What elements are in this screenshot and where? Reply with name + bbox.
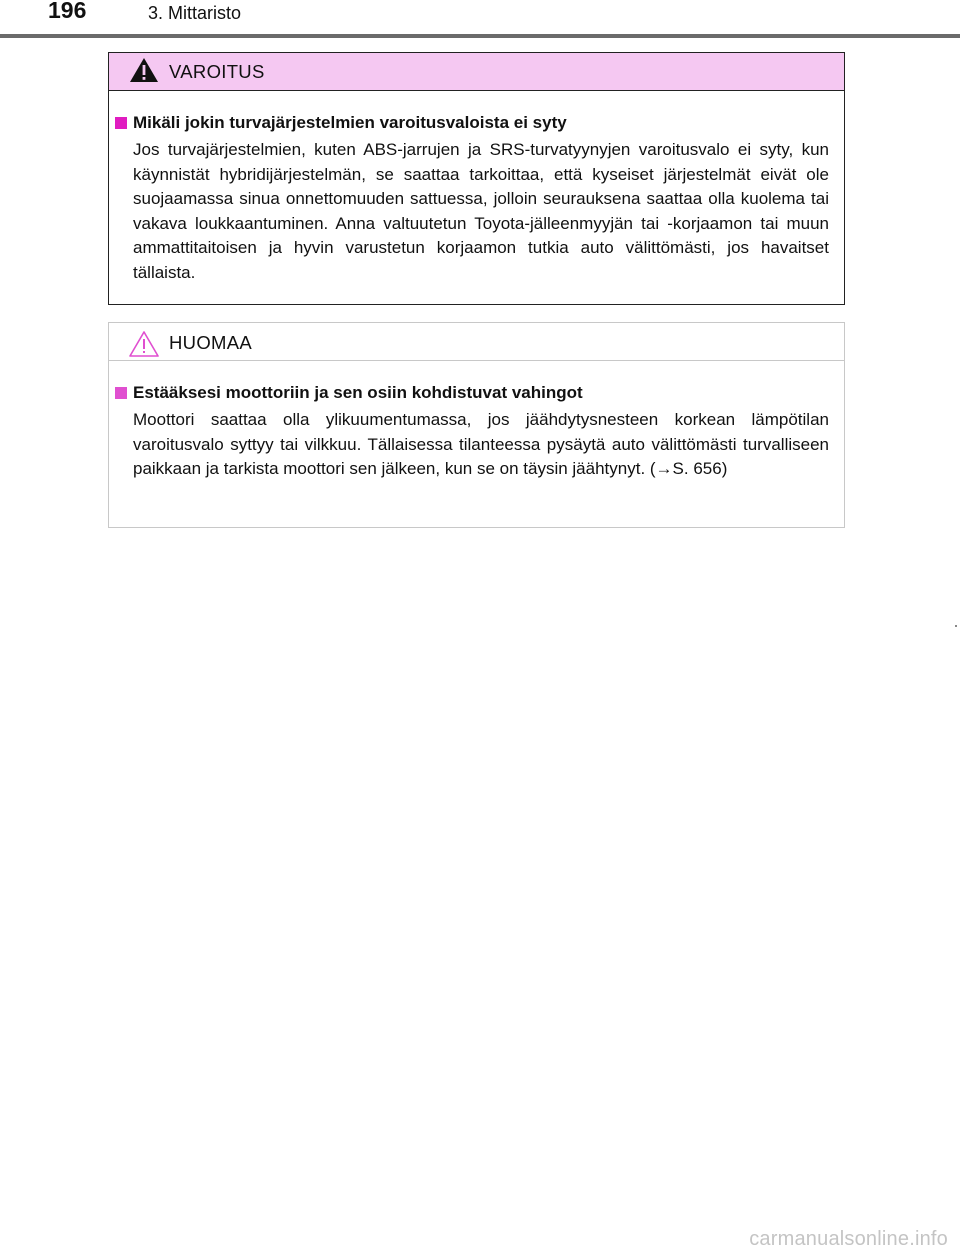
header-rule — [0, 34, 960, 38]
notice-title-text: Estääksesi moottoriin ja sen osiin kohdistuvat vahingot — [133, 383, 583, 402]
notice-section-title — [115, 383, 583, 403]
notice-header — [109, 323, 844, 361]
warning-box — [108, 52, 845, 305]
notice-label: HUOMAA — [169, 332, 252, 353]
notice-box — [108, 322, 845, 528]
chapter-title: 3. Mittaristo — [148, 3, 242, 23]
warning-body — [133, 138, 829, 285]
warning-triangle-icon — [129, 56, 159, 84]
page-number: 196 — [48, 0, 87, 23]
edge-mark — [955, 625, 957, 627]
notice-body-text: Moottori saattaa olla ylikuumentumassa, jos jäähdytysnesteen korkean lämpötilan varoitusvalo syttyy tai vilkkuu. Tällaisessa tilanteessa pysäytä auto välittömästi turvalliseen paikkaan ja tarkista moottori sen jälkeen, kun se on täysin jäähtynyt. (→S. 656) — [133, 410, 829, 478]
watermark: carmanualsonline.info — [749, 1228, 948, 1250]
notice-body — [133, 408, 829, 482]
bullet-square-icon — [115, 387, 127, 399]
page-header — [0, 0, 960, 38]
warning-label: VAROITUS — [169, 61, 265, 82]
warning-section-title — [115, 113, 567, 133]
warning-body-text: Jos turvajärjestelmien, kuten ABS-jarrujen ja SRS-turvatyynyjen varoitusvalo ei syty, kun käynnistät hybridijärjestelmän, se saattaa tarkoittaa, että kyseiset järjestelmät eivät ole suojaamassa sinua onnettomuuden sattuessa, jolloin seurauksena saattaa olla kuolema tai vakava loukkaantuminen. Anna valtuutetun Toyota-jälleenmyyjän tai -korjaamon tai muun ammattitaitoisen ja hyvin varustetun korjaamon tutkia auto välittömästi, jos havaitset tällaista. — [133, 140, 829, 282]
bullet-square-icon — [115, 117, 127, 129]
warning-header — [109, 53, 844, 91]
warning-title-text: Mikäli jokin turvajärjestelmien varoitusvaloista ei syty — [133, 113, 567, 132]
caution-triangle-icon — [129, 330, 159, 358]
